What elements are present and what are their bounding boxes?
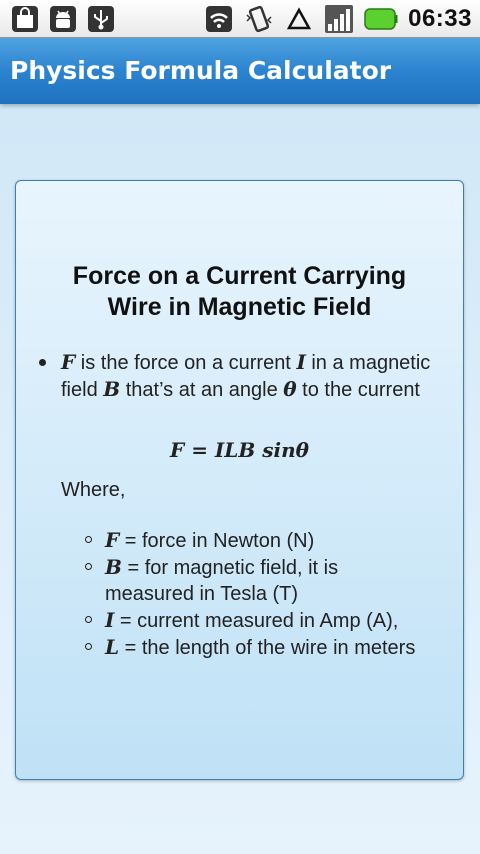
desc-text-1: is the force on a current [75,352,297,374]
bullet-dot [39,359,46,366]
definition-symbol: I [105,608,115,632]
no-signal-icon [284,4,314,34]
clock: 06:33 [408,5,472,32]
desc-text-4: to the current [296,379,420,401]
formula-equation: F = ILB sinθ [170,438,309,462]
var-b: B [103,377,121,401]
definition-text: = force in Newton (N) [119,530,315,552]
formula-title-line2: Wire in Magnetic Field [107,293,372,321]
signal-bars-icon [324,4,354,34]
definition-symbol: L [105,635,120,659]
definition-item [85,607,425,634]
definition-symbol: F [105,528,120,552]
usb-icon [86,4,116,34]
bullet-circle [85,643,92,650]
app-title-bar [0,38,480,104]
desc-text-3: that’s at an angle [120,379,284,401]
app-title: Physics Formula Calculator [10,56,392,85]
wifi-icon [204,4,234,34]
formula-title-line1: Force on a Current Carrying [72,262,407,290]
var-f: F [61,350,76,374]
definition-item [85,634,425,661]
var-theta: θ [283,377,297,401]
bullet-circle [85,563,92,570]
shopping-bag-icon [10,4,40,34]
battery-icon [364,4,398,34]
definitions-list [85,527,425,661]
formula-description [61,349,431,403]
bullet-circle [85,536,92,543]
var-i: I [296,350,306,374]
vibrate-icon [244,4,274,34]
definition-text: = current measured in Amp (A), [114,610,399,632]
formula-card [15,180,464,780]
definition-symbol: B [105,555,122,579]
definition-text: = the length of the wire in meters [119,637,416,659]
where-label: Where, [61,479,126,501]
desc-text-2: in a magnetic field [61,352,431,401]
definition-item [85,554,425,607]
status-bar [0,0,480,38]
definition-item [85,527,425,554]
formula-title [16,261,463,323]
android-debug-icon [48,4,78,34]
bullet-circle [85,616,92,623]
definition-text: = for magnetic field, it is measured in Tesla (T) [105,557,339,605]
